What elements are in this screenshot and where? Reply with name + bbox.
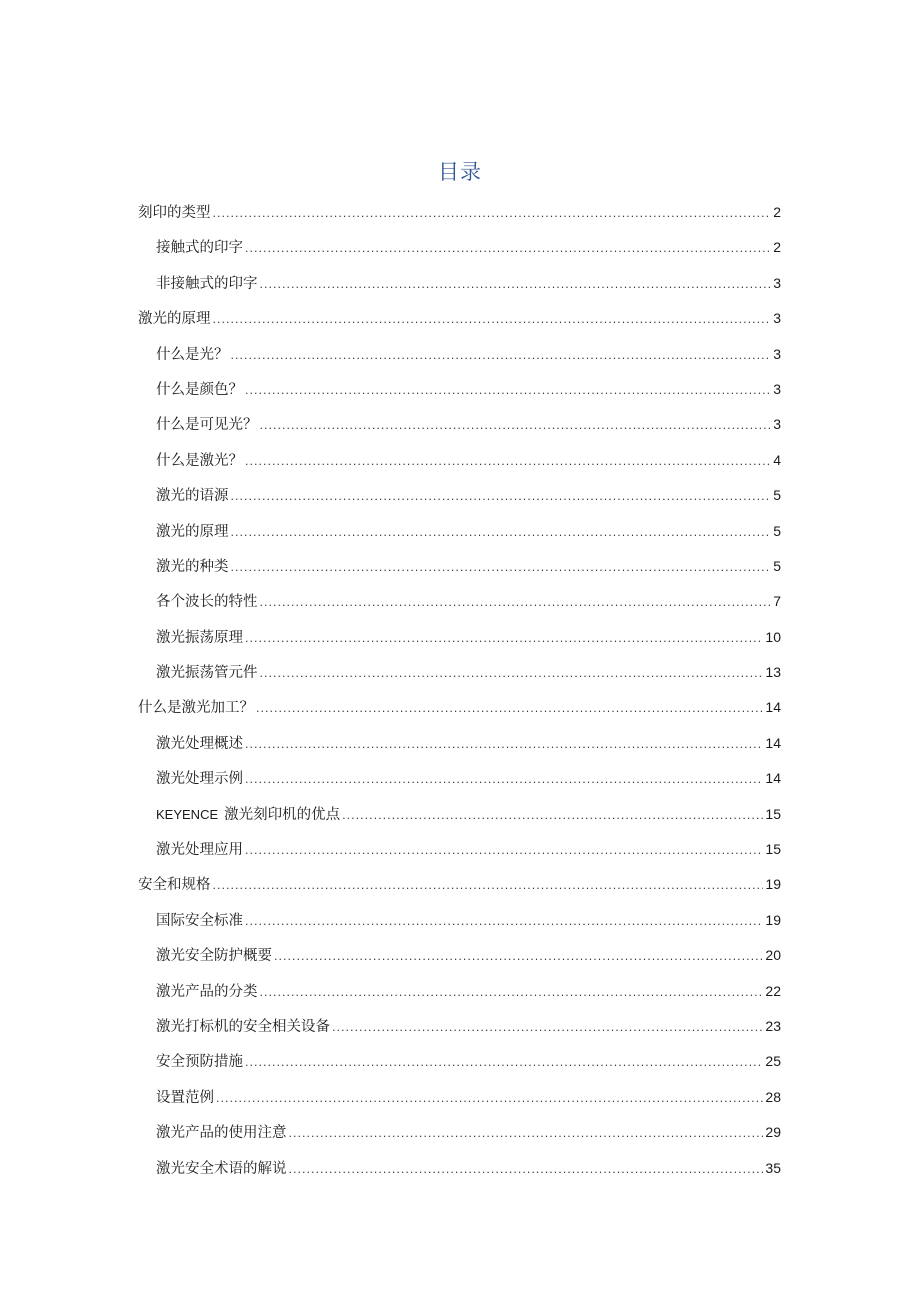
toc-entry-label-text: 激光处理示例 bbox=[156, 771, 243, 788]
toc-entry-label-text: 国际安全标准 bbox=[156, 912, 243, 929]
toc-entry-label-text: 激光刻印机的优点 bbox=[224, 806, 341, 823]
toc-page-number: 22 bbox=[765, 982, 781, 999]
toc-entry-label-text: 激光处理应用 bbox=[156, 842, 243, 859]
toc-dot-leader bbox=[245, 621, 763, 656]
toc-entry-label bbox=[156, 1045, 243, 1080]
toc-entry[interactable] bbox=[138, 195, 781, 230]
toc-dot-leader bbox=[260, 408, 772, 443]
toc-page-number: 15 bbox=[765, 805, 781, 822]
toc-dot-leader bbox=[213, 868, 764, 903]
toc-dot-leader bbox=[231, 550, 772, 585]
toc-page-number: 14 bbox=[765, 699, 781, 716]
toc-dot-leader bbox=[260, 585, 772, 620]
toc-entry[interactable] bbox=[138, 1080, 781, 1115]
toc-entry-label bbox=[156, 1081, 214, 1116]
toc-entry-label bbox=[156, 585, 258, 620]
toc-dot-leader bbox=[213, 302, 772, 337]
toc-dot-leader bbox=[245, 1045, 763, 1080]
toc-entry-label bbox=[138, 302, 211, 337]
toc-title: 目录 bbox=[438, 160, 482, 184]
toc-dot-leader bbox=[231, 338, 772, 373]
toc-entry-label bbox=[156, 833, 243, 868]
toc-entry-label bbox=[156, 550, 229, 585]
toc-page-number: 35 bbox=[765, 1159, 781, 1176]
toc-page-number: 5 bbox=[773, 487, 781, 504]
toc-entry[interactable] bbox=[138, 549, 781, 584]
toc-entry[interactable] bbox=[138, 514, 781, 549]
toc-entry-label bbox=[156, 1116, 287, 1151]
toc-dot-leader bbox=[332, 1010, 763, 1045]
toc-entry-label bbox=[156, 479, 229, 514]
toc-entry-label bbox=[156, 338, 229, 373]
toc-entry-label bbox=[156, 373, 243, 408]
toc-entry[interactable] bbox=[138, 443, 781, 478]
toc-entry[interactable] bbox=[138, 407, 781, 442]
toc-entry-label-text: 什么是可见光？ bbox=[156, 417, 258, 434]
toc-entry-label bbox=[156, 904, 243, 939]
toc-entry-label-text: 什么是光？ bbox=[156, 346, 229, 363]
toc-entry-label bbox=[156, 727, 243, 762]
toc-dot-leader bbox=[231, 479, 772, 514]
toc-page-number: 14 bbox=[765, 734, 781, 751]
toc-entry[interactable] bbox=[138, 620, 781, 655]
toc-entry-label bbox=[138, 196, 211, 231]
toc-dot-leader bbox=[260, 975, 764, 1010]
toc-page-number: 2 bbox=[773, 204, 781, 220]
toc-entry-label-text: 非接触式的印字 bbox=[156, 275, 258, 292]
toc-entry-label-text: 刻印的类型 bbox=[138, 205, 211, 221]
toc-entry-label bbox=[156, 267, 258, 302]
toc-dot-leader bbox=[245, 373, 771, 408]
toc-entry[interactable] bbox=[138, 266, 781, 301]
toc-dot-leader bbox=[342, 798, 763, 833]
toc-entry-label bbox=[156, 621, 243, 656]
toc-entry[interactable] bbox=[138, 867, 781, 902]
toc-page-number: 3 bbox=[773, 416, 781, 433]
toc-dot-leader bbox=[289, 1152, 764, 1187]
toc-page-number: 25 bbox=[765, 1053, 781, 1070]
toc-entry-label-text: 安全和规格 bbox=[138, 877, 211, 894]
toc-entry[interactable] bbox=[138, 974, 781, 1009]
toc-entry-label bbox=[156, 515, 229, 550]
toc-entry[interactable] bbox=[138, 230, 781, 265]
toc-entry-label bbox=[156, 797, 340, 833]
toc-dot-leader bbox=[289, 1116, 764, 1151]
toc-entry[interactable] bbox=[138, 1009, 781, 1044]
toc-entry[interactable] bbox=[138, 301, 781, 336]
toc-page-number: 19 bbox=[765, 876, 781, 893]
toc-entry-label-prefix: KEYENCE bbox=[156, 806, 219, 822]
toc-entry[interactable] bbox=[138, 478, 781, 513]
toc-entry-label-text: 激光处理概述 bbox=[156, 735, 243, 752]
toc-entry-label-text: 激光产品的分类 bbox=[156, 983, 258, 1000]
toc-dot-leader bbox=[245, 833, 763, 868]
toc-entry-label bbox=[138, 868, 211, 903]
toc-entry-label-text: 设置范例 bbox=[156, 1089, 214, 1106]
toc-entry-label-text: 什么是激光加工？ bbox=[138, 700, 254, 717]
toc-entry-label bbox=[156, 231, 243, 266]
toc-entry-label bbox=[156, 939, 272, 974]
toc-entry[interactable] bbox=[138, 797, 781, 832]
toc-entry-label-text: 激光的原理 bbox=[138, 311, 211, 328]
toc-page-number: 28 bbox=[765, 1088, 781, 1105]
toc-dot-leader bbox=[245, 727, 763, 762]
toc-entry[interactable] bbox=[138, 584, 781, 619]
toc-entry-label bbox=[156, 1010, 330, 1045]
toc-entry-label bbox=[156, 975, 258, 1010]
toc-dot-leader bbox=[260, 267, 772, 302]
toc-entry[interactable] bbox=[138, 1044, 781, 1079]
toc-page-number: 29 bbox=[765, 1124, 781, 1141]
toc-dot-leader bbox=[260, 656, 764, 691]
toc-entry[interactable] bbox=[138, 690, 781, 725]
toc-dot-leader bbox=[274, 939, 763, 974]
toc-page-number: 20 bbox=[765, 947, 781, 964]
toc-dot-leader bbox=[231, 515, 772, 550]
toc-entry-label-text: 什么是颜色？ bbox=[156, 381, 243, 398]
table-of-contents bbox=[138, 195, 781, 1186]
toc-page-number: 3 bbox=[773, 310, 781, 327]
toc-page-number: 3 bbox=[773, 345, 781, 362]
toc-page-number: 5 bbox=[773, 522, 781, 539]
toc-dot-leader bbox=[216, 1081, 763, 1116]
toc-entry[interactable] bbox=[138, 903, 781, 938]
toc-entry[interactable] bbox=[138, 1151, 781, 1186]
toc-entry[interactable] bbox=[138, 1115, 781, 1150]
toc-entry-label-text: 激光振荡原理 bbox=[156, 629, 243, 646]
toc-entry-label bbox=[156, 762, 243, 797]
toc-entry-label bbox=[156, 656, 258, 691]
toc-page-number: 7 bbox=[773, 593, 781, 610]
toc-page-number: 5 bbox=[773, 557, 781, 574]
toc-entry-label bbox=[156, 408, 258, 443]
toc-page-number: 4 bbox=[773, 451, 781, 468]
toc-page-number: 13 bbox=[765, 664, 781, 681]
toc-page-number: 10 bbox=[765, 628, 781, 645]
toc-page-number: 3 bbox=[773, 380, 781, 397]
toc-entry-label bbox=[156, 444, 243, 479]
toc-dot-leader bbox=[213, 196, 772, 231]
toc-entry-label-text: 接触式的印字 bbox=[156, 240, 243, 257]
toc-entry-label-text: 激光的原理 bbox=[156, 523, 229, 540]
toc-entry[interactable] bbox=[138, 938, 781, 973]
toc-page-number: 3 bbox=[773, 274, 781, 291]
toc-entry-label-text: 激光的种类 bbox=[156, 558, 229, 575]
toc-entry[interactable] bbox=[138, 655, 781, 690]
toc-entry-label bbox=[156, 1152, 287, 1187]
toc-page-number: 23 bbox=[765, 1017, 781, 1034]
toc-entry[interactable] bbox=[138, 761, 781, 796]
toc-dot-leader bbox=[245, 762, 763, 797]
toc-entry-label-text: 激光打标机的安全相关设备 bbox=[156, 1018, 330, 1035]
toc-entry-label-text: 激光的语源 bbox=[156, 488, 229, 505]
toc-dot-leader bbox=[245, 904, 763, 939]
toc-dot-leader bbox=[245, 444, 771, 479]
toc-entry-label-text: 激光振荡管元件 bbox=[156, 665, 258, 682]
toc-page-number: 15 bbox=[765, 841, 781, 858]
toc-entry-label-text: 各个波长的特性 bbox=[156, 594, 258, 611]
toc-entry-label-text: 激光产品的使用注意 bbox=[156, 1125, 287, 1142]
toc-entry-label-text: 激光安全术语的解说 bbox=[156, 1160, 287, 1177]
toc-page-number: 14 bbox=[765, 770, 781, 787]
toc-entry[interactable] bbox=[138, 726, 781, 761]
toc-page-number: 19 bbox=[765, 911, 781, 928]
toc-entry-label-text: 激光安全防护概要 bbox=[156, 948, 272, 965]
toc-page-number: 2 bbox=[773, 239, 781, 256]
toc-entry-label-text: 什么是激光？ bbox=[156, 452, 243, 469]
toc-entry[interactable] bbox=[138, 832, 781, 867]
toc-dot-leader bbox=[245, 231, 771, 266]
toc-entry-label bbox=[138, 691, 254, 726]
toc-entry[interactable] bbox=[138, 372, 781, 407]
toc-entry-label-text: 安全预防措施 bbox=[156, 1054, 243, 1071]
toc-dot-leader bbox=[256, 691, 763, 726]
toc-entry[interactable] bbox=[138, 337, 781, 372]
